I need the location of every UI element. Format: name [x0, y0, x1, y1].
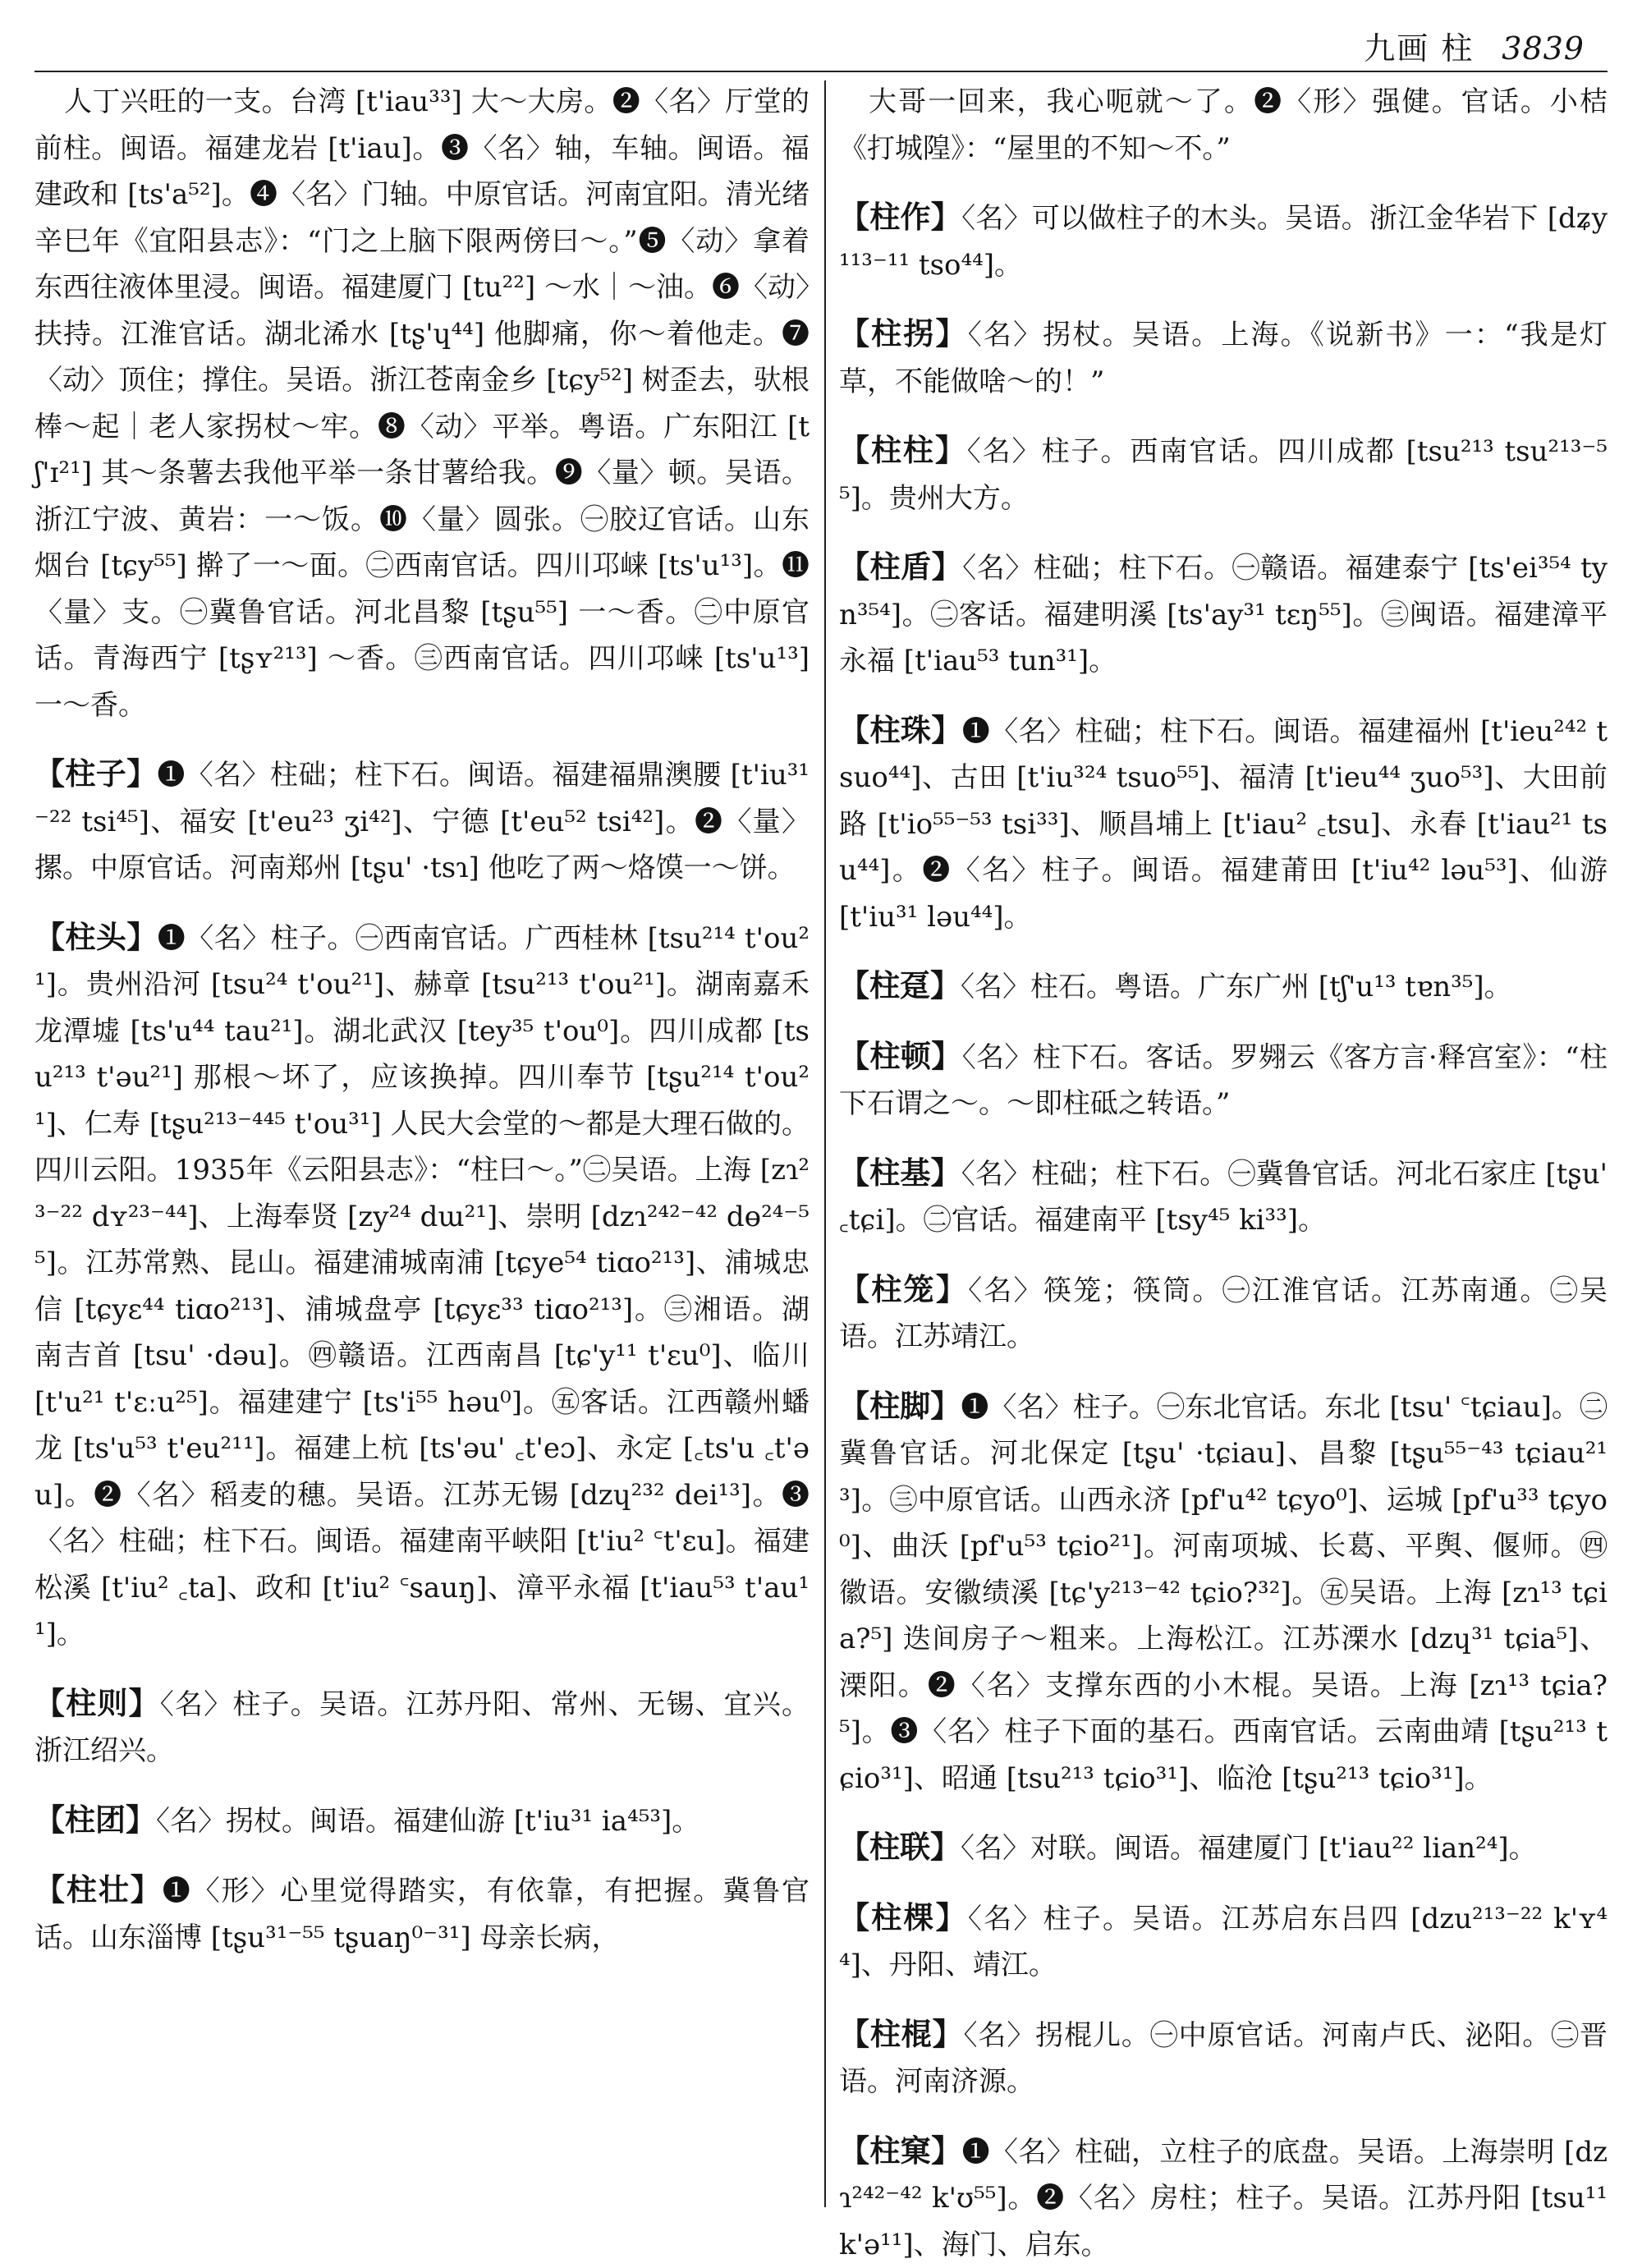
- headword: 【柱基】: [839, 1155, 961, 1191]
- entry-zhulian: [839, 1825, 1608, 1872]
- column-divider: [824, 80, 826, 2207]
- entry-text: ❶〈形〉心里觉得踏实，有依靠，有把握。冀鲁官话。山东淄博 [tʂu³¹⁻⁵⁵ tʂuaŋ⁰⁻³¹] 母亲长病，: [34, 1875, 810, 1954]
- headword: 【柱笼】: [839, 1272, 968, 1307]
- headword: 【柱盾】: [839, 549, 962, 585]
- right-column: [839, 79, 1608, 2214]
- entry-zhuzhuang: [34, 1867, 810, 1961]
- headword: 【柱窠】: [839, 2133, 962, 2169]
- entry-text: ❶〈名〉柱础；柱下石。闽语。福建福州 [t'ieu²⁴² tsuo⁴⁴]、古田 [t'iu³²⁴ tsuo⁵⁵]、福清 [t'ieu⁴⁴ ʒuo⁵³]、大田前路 [t'io⁵⁵⁻⁵³ tsi³³]、顺昌埔上 [t'iau² ꜀tsu]、永春 [t'iau²¹ tsu⁴⁴]。❷〈名〉柱子。闽语。福建莆田 [t'iu⁴² ləu⁵³]、仙游 [t'iu³¹ ləu⁴⁴]。: [839, 715, 1608, 934]
- headword: 【柱联】: [839, 1830, 961, 1865]
- left-column: [34, 79, 810, 2214]
- headword: 【柱则】: [34, 1686, 160, 1721]
- entry-zhuzhu: [839, 428, 1608, 521]
- entry-zhuze: [34, 1681, 810, 1774]
- headword: 【柱拐】: [839, 316, 968, 351]
- entry-text: 〈名〉筷笼；筷筒。㊀江淮官话。江苏南通。㊁吴语。江苏靖江。: [839, 1274, 1608, 1354]
- entry-text: ❶〈名〉柱础，立柱子的底盘。吴语。上海崇明 [dzɿ²⁴²⁻⁴² k'ʊ⁵⁵]。❷〈名〉房柱；柱子。吴语。江苏丹阳 [tsu¹¹ k'ə¹¹]、海门、启东。: [839, 2136, 1608, 2261]
- entry-zhutou: [34, 915, 810, 1658]
- page-number: 3839: [1502, 30, 1585, 67]
- headword: 【柱子】: [34, 756, 157, 792]
- headword: 【柱珠】: [839, 713, 962, 748]
- header-rule: [34, 71, 1608, 72]
- entry-zhuzhu-pearl: [839, 708, 1608, 941]
- section-title: 九画 柱: [1364, 30, 1474, 67]
- entry-zhutuan: [34, 1797, 810, 1845]
- entry-zhudun-base: [839, 1034, 1608, 1127]
- headword: 【柱作】: [839, 200, 961, 235]
- entry-text: 〈名〉拐杖。闽语。福建仙游 [t'iu³¹ ia⁴⁵³]。: [156, 1805, 699, 1838]
- entry-text: 〈名〉柱下石。客话。罗翙云《客方言·释宫室》：“柱下石谓之～。～即柱砥之转语。”: [839, 1041, 1608, 1121]
- entry-zhuke-base: [839, 2128, 1608, 2268]
- entry-text: ❶〈名〉柱础；柱下石。闽语。福建福鼎澳腰 [t'iu³¹⁻²² tsi⁴⁵]、福安 [t'eu²³ ʒi⁴²]、宁德 [t'eu⁵² tsi⁴²]。❷〈量〉摞。中原官话。河南郑州 [tʂu' ·tsɿ] 他吃了两～烙馍一～饼。: [34, 759, 810, 884]
- entry-text: 大哥一回来，我心呃就～了。❷〈形〉强健。官话。小桔《打城隍》：“屋里的不知～不。”: [839, 85, 1608, 165]
- entry-zhuji: [839, 1150, 1608, 1244]
- entry-zhudun: [839, 544, 1608, 685]
- headword: 【柱头】: [34, 920, 158, 955]
- headword: 【柱棍】: [839, 2017, 964, 2052]
- running-header: [1364, 23, 1585, 64]
- entry-text: 〈名〉柱子。吴语。江苏启东吕四 [dzu²¹³⁻²² k'ʏ⁴⁴]、丹阳、靖江。: [839, 1903, 1608, 1982]
- entry-text: ❶〈名〉柱子。㊀西南官话。广西桂林 [tsu²¹⁴ t'ou²¹]。贵州沿河 [tsu²⁴ t'ou²¹]、赫章 [tsu²¹³ t'ou²¹]。湖南嘉禾龙潭墟 [ts'u⁴⁴ tau²¹]。湖北武汉 [tey³⁵ t'ou⁰]。四川成都 [tsu²¹³ t'əu²¹] 那根～坏了，应该换掉。四川奉节 [tʂu²¹⁴ t'ou²¹]、仁寿 [tʂu²¹³⁻⁴⁴⁵ t'ou³¹] 人民大会堂的～都是大理石做的。四川云阳。1935年《云阳县志》：“柱曰～。”㊁吴语。上海 [zɿ²³⁻²² dʏ²³⁻⁴⁴]、上海奉贤 [zy²⁴ dɯ²¹]、崇明 [dzɿ²⁴²⁻⁴² dɵ²⁴⁻⁵⁵]。江苏常熟、昆山。福建浦城南浦 [tɕye⁵⁴ tiɑo²¹³]、浦城忠信 [tɕyɛ⁴⁴ tiɑo²¹³]、浦城盘亭 [tɕyɛ³³ tiɑo²¹³]。㊂湘语。湖南吉首 [tsu' ·dəu]。㊃赣语。江西南昌 [tɕ'y¹¹ t'ɛu⁰]、临川 [t'u²¹ t'ɛːu²⁵]。福建建宁 [ts'i⁵⁵ həu⁰]。㊄客话。江西赣州蟠龙 [ts'u⁵³ t'eu²¹¹]。福建上杭 [ts'əu' ꜀t'eɔ]、永定 [꜀ts'u ꜀t'əu]。❷〈名〉稻麦的穗。吴语。江苏无锡 [dzɥ²³² dei¹³]。❸〈名〉柱础；柱下石。闽语。福建南平峡阳 [t'iu² ꜂t'ɛu]。福建松溪 [t'iu² ꜀ta]、政和 [t'iu² ꜂sauŋ]、漳平永福 [t'iau⁵³ t'au¹¹]。: [34, 922, 810, 1651]
- entry-zhulong: [839, 1267, 1608, 1361]
- entry-text: 人丁兴旺的一支。台湾 [t'iau³³] 大～大房。❷〈名〉厅堂的前柱。闽语。福建龙岩 [t'iau]。❸〈名〉轴，车轴。闽语。福建政和 [ts'a⁵²]。❹〈名〉门轴。中原官话。河南宜阳。清光绪辛巳年《宜阳县志》：“门之上脑下限两傍曰～。”❺〈动〉拿着东西往液体里浸。闽语。福建厦门 [tu²²] ～水｜～油。❻〈动〉扶持。江淮官话。湖北浠水 [tʂ'ɥ⁴⁴] 他脚痛，你～着他走。❼〈动〉顶住；撑住。吴语。浙江苍南金乡 [tɕy⁵²] 树歪去，驮根棒～起｜老人家拐杖～牢。❽〈动〉平举。粤语。广东阳江 [tʃ'ɪ²¹] 其～条薯去我他平举一条甘薯给我。❾〈量〉顿。吴语。浙江宁波、黄岩：一～饭。❿〈量〉圆张。㊀胶辽官话。山东烟台 [tɕy⁵⁵] 擀了一～面。㊁西南官话。四川邛崃 [ts'u¹³]。⓫〈量〉支。㊀冀鲁官话。河北昌黎 [tʂu⁵⁵] 一～香。㊁中原官话。青海西宁 [tʂʏ²¹³] ～香。㊂西南官话。四川邛崃 [ts'u¹³] 一～香。: [34, 85, 810, 722]
- entry-text: 〈名〉拐棍儿。㊀中原官话。河南卢氏、泌阳。㊁晋语。河南济源。: [839, 2019, 1608, 2099]
- entry-continuation: [839, 79, 1608, 172]
- entry-zhudun-stone: [839, 963, 1608, 1011]
- headword: 【柱棵】: [839, 1900, 968, 1935]
- entry-zhugun: [839, 2012, 1608, 2105]
- entry-continuation: [34, 79, 810, 728]
- entry-text: 〈名〉可以做柱子的木头。吴语。浙江金华岩下 [dʑy¹¹³⁻¹¹ tso⁴⁴]。: [839, 202, 1608, 282]
- entry-text: 〈名〉拐杖。吴语。上海。《说新书》一：“我是灯草，不能做啥～的！”: [839, 319, 1608, 398]
- entry-text: 〈名〉柱础；柱下石。㊀赣语。福建泰宁 [ts'ei³⁵⁴ tyn³⁵⁴]。㊁客话。福建明溪 [ts'ay³¹ tɛŋ⁵⁵]。㊂闽语。福建漳平永福 [t'iau⁵³ tun³¹]。: [839, 552, 1608, 677]
- entry-text: 〈名〉柱础；柱下石。㊀冀鲁官话。河北石家庄 [tʂu' ꜀tɕi]。㊁官话。福建南平 [tsy⁴⁵ ki³³]。: [839, 1158, 1608, 1237]
- entry-zhuzi: [34, 751, 810, 892]
- entry-text: 〈名〉对联。闽语。福建厦门 [t'iau²² lian²⁴]。: [961, 1832, 1537, 1865]
- entry-text: ❶〈名〉柱子。㊀东北官话。东北 [tsu' ꜂tɕiau]。㊁冀鲁官话。河北保定 [tʂu' ·tɕiau]、昌黎 [tʂu⁵⁵⁻⁴³ tɕiau²¹³]。㊂中原官话。山西永济 [pf'u⁴² tɕyo⁰]、运城 [pf'u³³ tɕyo⁰]、曲沃 [pf'u⁵³ tɕio²¹]。河南项城、长葛、平舆、偃师。㊃徽语。安徽绩溪 [tɕ'y²¹³⁻⁴² tɕio?³²]。㊄吴语。上海 [zɿ¹³ tɕia?⁵] 迭间房子～粗来。上海松江。江苏溧水 [dzɥ³¹ tɕia⁵]、溧阳。❷〈名〉支撑东西的小木棍。吴语。上海 [zɿ¹³ tɕia?⁵]。❸〈名〉柱子下面的基石。西南官话。云南曲靖 [tʂu²¹³ tɕio³¹]、昭通 [tsu²¹³ tɕio³¹]、临沧 [tʂu²¹³ tɕio³¹]。: [839, 1391, 1608, 1795]
- entry-zhujiao: [839, 1384, 1608, 1802]
- entry-zhuke: [839, 1895, 1608, 1989]
- entry-zhuzuo: [839, 195, 1608, 288]
- headword: 【柱团】: [34, 1802, 156, 1838]
- headword: 【柱壮】: [34, 1872, 163, 1908]
- headword: 【柱脚】: [839, 1389, 961, 1424]
- entry-text: 〈名〉柱子。西南官话。四川成都 [tsu²¹³ tsu²¹³⁻⁵⁵]。贵州大方。: [839, 435, 1608, 515]
- entry-text: 〈名〉柱石。粤语。广东广州 [tʃ'u¹³ tɐn³⁵]。: [961, 971, 1512, 1003]
- headword: 【柱趸】: [839, 968, 961, 1003]
- headword: 【柱顿】: [839, 1039, 962, 1074]
- headword: 【柱柱】: [839, 433, 967, 468]
- entry-zhuguai: [839, 311, 1608, 405]
- entry-text: 〈名〉柱子。吴语。江苏丹阳、常州、无锡、宜兴。浙江绍兴。: [34, 1688, 810, 1768]
